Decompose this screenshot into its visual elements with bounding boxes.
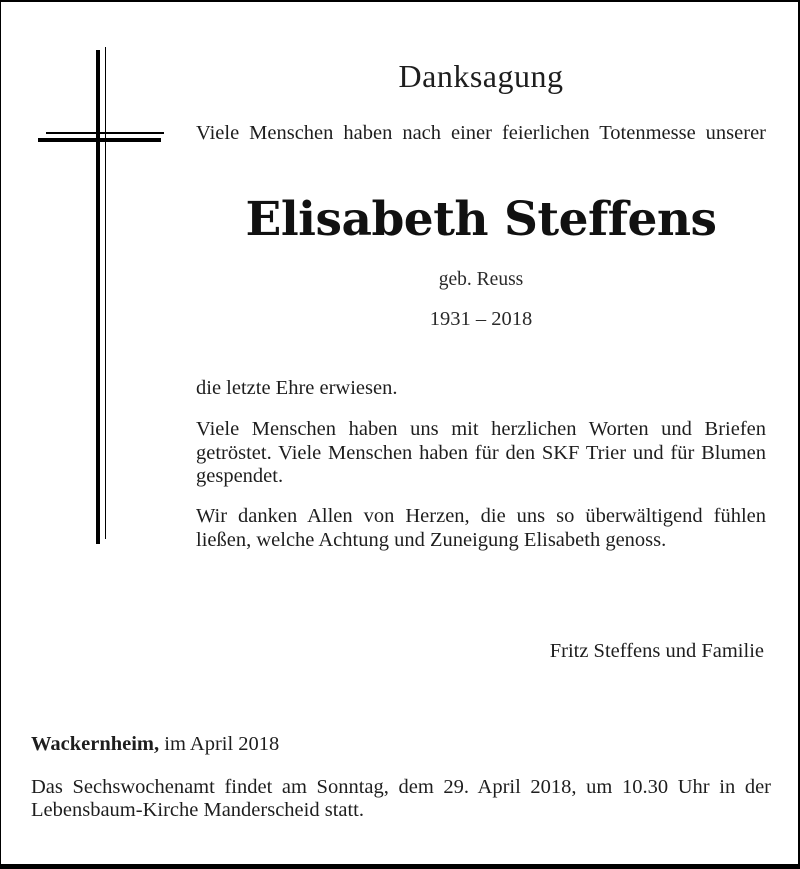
closing-line: die letzte Ehre erwiesen.: [196, 377, 398, 399]
dateline: [31, 733, 771, 757]
cross-horizontal-thin-line: [46, 132, 164, 134]
deceased-name: Elisabeth Steffens: [245, 192, 717, 247]
intro-line: Viele Menschen haben nach einer feierlichen Totenmesse unserer: [196, 122, 766, 144]
cross-vertical-thin-line: [105, 47, 107, 539]
cross-horizontal-thick-bar: [38, 138, 161, 142]
service-announcement: [31, 776, 771, 821]
paragraph-gratitude-line: ließen, welche Achtung und Zuneigung Elisabeth genoss.: [196, 528, 667, 551]
family-signature: Fritz Steffens und Familie: [549, 640, 764, 662]
paragraph-thanks: [196, 418, 766, 489]
paragraph-thanks-line: gespendet.: [196, 465, 284, 487]
paragraph-thanks-line: Viele Menschen haben uns mit herzlichen Worten und Briefen: [196, 418, 766, 440]
life-years: 1931 – 2018: [429, 308, 533, 330]
service-announcement-line: Das Sechswochenamt findet am Sonntag, dem 29. April 2018, um 10.30 Uhr in der: [31, 776, 771, 798]
paragraph-gratitude: [196, 505, 766, 552]
dateline-place: Wackernheim,: [31, 733, 160, 755]
service-announcement-line: Lebensbaum-Kirche Manderscheid statt.: [31, 798, 365, 821]
cross-vertical-thick-bar: [96, 50, 100, 544]
paragraph-thanks-line: getröstet. Viele Menschen haben für den SKF Trier und für Blumen: [196, 441, 766, 464]
dateline-date: im April 2018: [159, 733, 280, 755]
paragraph-gratitude-line: Wir danken Allen von Herzen, die uns so überwältigend fühlen: [196, 505, 766, 527]
maiden-name: geb. Reuss: [438, 269, 524, 290]
notice-heading: Danksagung: [398, 58, 564, 94]
